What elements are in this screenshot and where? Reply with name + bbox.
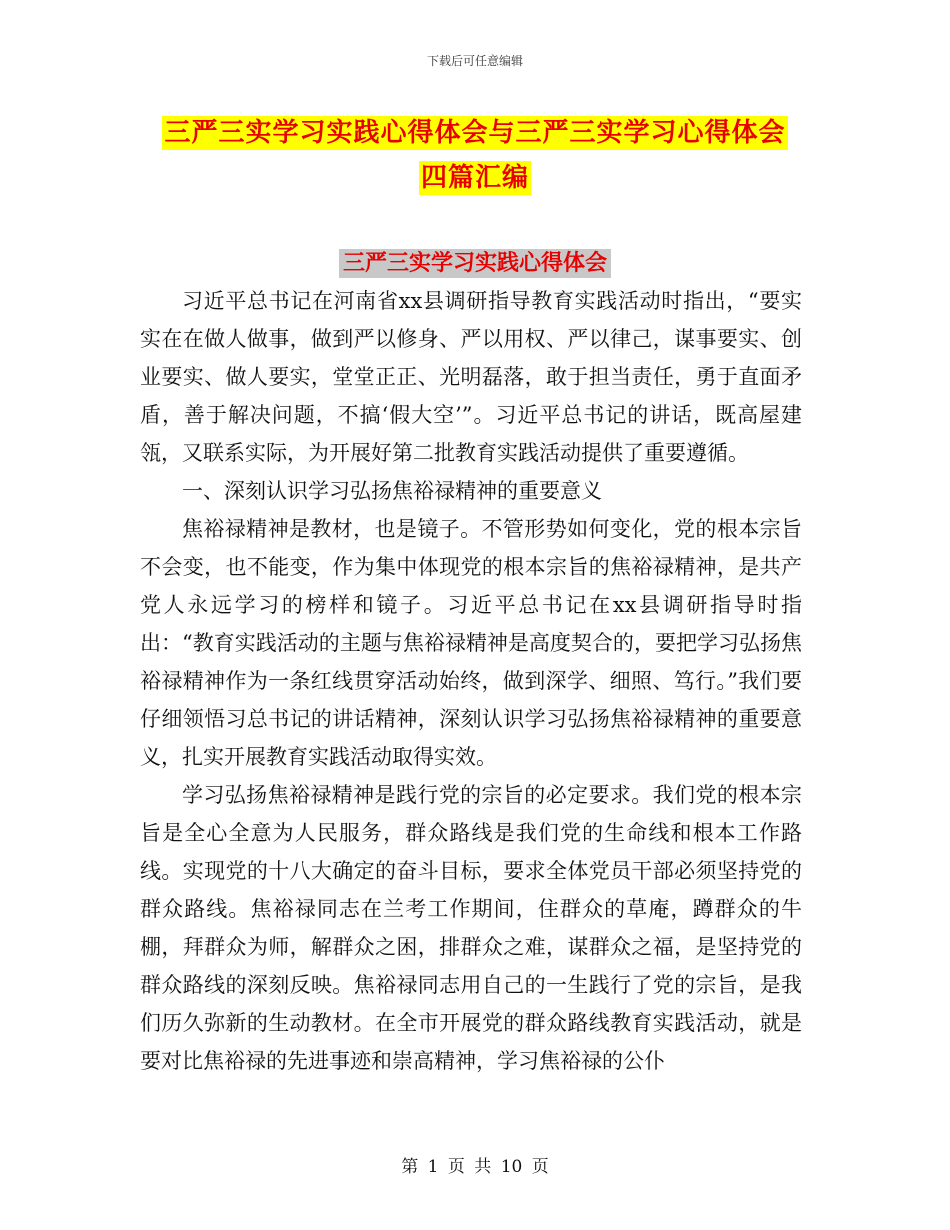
document-body: [140, 282, 802, 1080]
document-title-line-2: [0, 157, 950, 194]
title-highlight-1: 三严三实学习实践心得体会与三严三实学习心得体会: [164, 118, 786, 148]
paragraph-3: 学习弘扬焦裕禄精神是践行党的宗旨的必定要求。我们党的根本宗旨是全心全意为人民服务，群众路线是我们党的生命线和根本工作路线。实现党的十八大确定的奋斗目标，要求全体党员干部必须坚持党的群众路线。焦裕禄同志在兰考工作期间，住群众的草庵，蹲群众的牛棚，拜群众为师，解群众之困，排群众之难，谋群众之福，是坚持党的群众路线的深刻反映。焦裕禄同志用自己的一生践行了党的宗旨，是我们历久弥新的生动教材。在全市开展党的群众路线教育实践活动，就是要对比焦裕禄的先进事迹和崇高精神，学习焦裕禄的公仆: [140, 783, 802, 1073]
page-footer: 第 1 页 共 10 页: [401, 1157, 549, 1177]
header-note: 下载后可任意编辑: [426, 54, 523, 68]
section-heading-text: 三严三实学习实践心得体会: [339, 249, 611, 278]
paragraph-1: 习近平总书记在河南省xx县调研指导教育实践活动时指出，“要实实在在做人做事，做到严以修身、严以用权、严以律己，谋事要实、创业要实、做人要实，堂堂正正、光明磊落，敢于担当责任，勇于直面矛盾，善于解决问题，不搞‘假大空’”。习近平总书记的讲话，既高屋建瓴，又联系实际，为开展好第二批教育实践活动提供了重要遵循。: [140, 289, 802, 465]
title-highlight-2: 四篇汇编: [420, 163, 529, 193]
document-title-line-1: [0, 112, 950, 149]
paragraph-2: 焦裕禄精神是教材，也是镜子。不管形势如何变化，党的根本宗旨不会变，也不能变，作为集中体现党的根本宗旨的焦裕禄精神，是共产党人永远学习的榜样和镜子。习近平总书记在xx县调研指导时指出：“教育实践活动的主题与焦裕禄精神是高度契合的，要把学习弘扬焦裕禄精神作为一条红线贯穿活动始终，做到深学、细照、笃行。”我们要仔细领悟习总书记的讲话精神，深刻认识学习弘扬焦裕禄精神的重要意义，扎实开展教育实践活动取得实效。: [140, 517, 802, 769]
section-heading: [0, 246, 950, 277]
subheading-1: 一、深刻认识学习弘扬焦裕禄精神的重要意义: [182, 479, 602, 503]
